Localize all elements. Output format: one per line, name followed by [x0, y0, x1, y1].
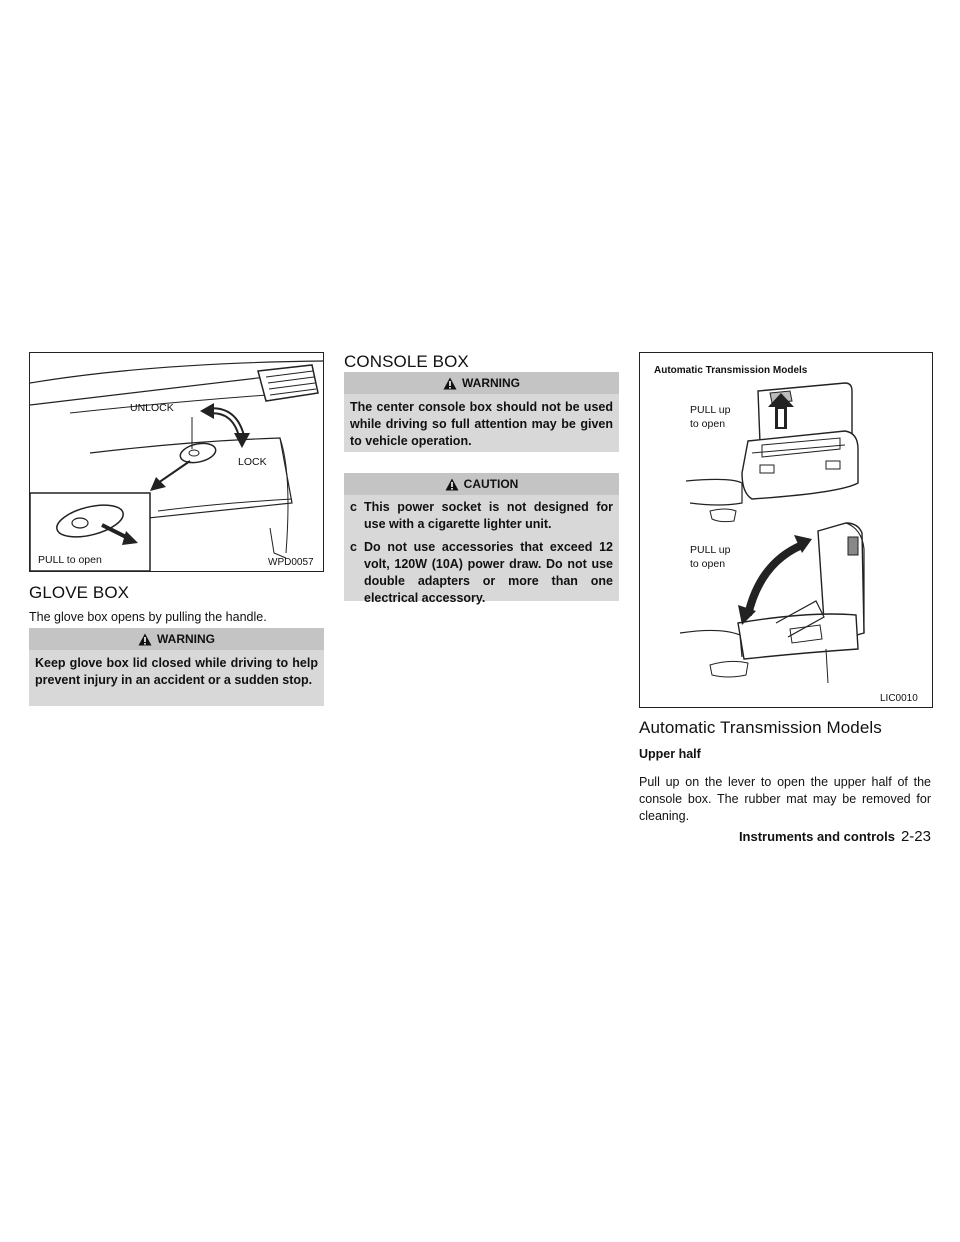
- warning-header: [29, 628, 324, 650]
- glove-box-handle-icon: [179, 440, 218, 465]
- footer-section-title: Instruments and controls: [738, 829, 895, 844]
- page-footer: [639, 828, 931, 845]
- unlock-label: UNLOCK: [130, 402, 174, 414]
- glove-box-body: The glove box opens by pulling the handle.: [29, 610, 267, 624]
- pull-up-lower-label-1: PULL up: [690, 544, 731, 556]
- warning-header: [344, 372, 619, 394]
- automatic-transmission-heading: Automatic Transmission Models: [639, 718, 882, 737]
- caution-list: [350, 499, 613, 607]
- figure-title: Automatic Transmission Models: [654, 365, 808, 376]
- lock-label: LOCK: [238, 456, 267, 468]
- page-number: 2-23: [900, 828, 931, 845]
- console-box-heading: CONSOLE BOX: [344, 352, 469, 371]
- warning-triangle-icon: [443, 377, 457, 390]
- caution-header: [344, 473, 619, 495]
- pull-to-open-label: PULL to open: [38, 554, 102, 566]
- pull-up-upper-label-2: to open: [690, 418, 726, 430]
- warning-text: Keep glove box lid closed while driving to help prevent injury in an accident or a sudden stop.: [35, 656, 318, 687]
- console-warning: [344, 372, 619, 452]
- warning-title: WARNING: [462, 376, 520, 390]
- glove-box-illustration: [30, 353, 323, 571]
- air-vent-icon: [258, 365, 318, 401]
- warning-title: WARNING: [157, 632, 215, 646]
- pull-up-upper-label-1: PULL up: [690, 404, 731, 416]
- console-box-illustration: [640, 353, 932, 707]
- glove-box-heading: GLOVE BOX: [29, 583, 130, 602]
- console-caution: [344, 473, 619, 605]
- upper-half-body: Pull up on the lever to open the upper half of the console box. The rubber mat may be removed for cleaning.: [639, 775, 931, 823]
- pull-up-lower-label-2: to open: [690, 558, 726, 570]
- figure-code: WPD0057: [268, 557, 314, 568]
- caution-triangle-icon: [445, 478, 459, 491]
- glove-box-figure: [29, 352, 324, 572]
- caution-item: c This power socket is not designed for use with a cigarette lighter unit.: [350, 499, 613, 533]
- upper-half-subheading: Upper half: [639, 747, 701, 761]
- glove-box-warning: [29, 628, 324, 706]
- figure-code: LIC0010: [880, 693, 918, 704]
- console-box-figure: [639, 352, 933, 708]
- warning-text: The center console box should not be used while driving so full attention may be given to vehicle operation.: [350, 400, 613, 448]
- pull-arrow-icon: [150, 461, 190, 491]
- caution-item: c Do not use accessories that exceed 12 volt, 120W (10A) power draw. Do not use double adapters or more than one electrical accessory.: [350, 539, 613, 607]
- caution-title: CAUTION: [463, 477, 519, 491]
- warning-triangle-icon: [138, 633, 152, 646]
- pull-up-curved-arrow-icon: [738, 535, 812, 625]
